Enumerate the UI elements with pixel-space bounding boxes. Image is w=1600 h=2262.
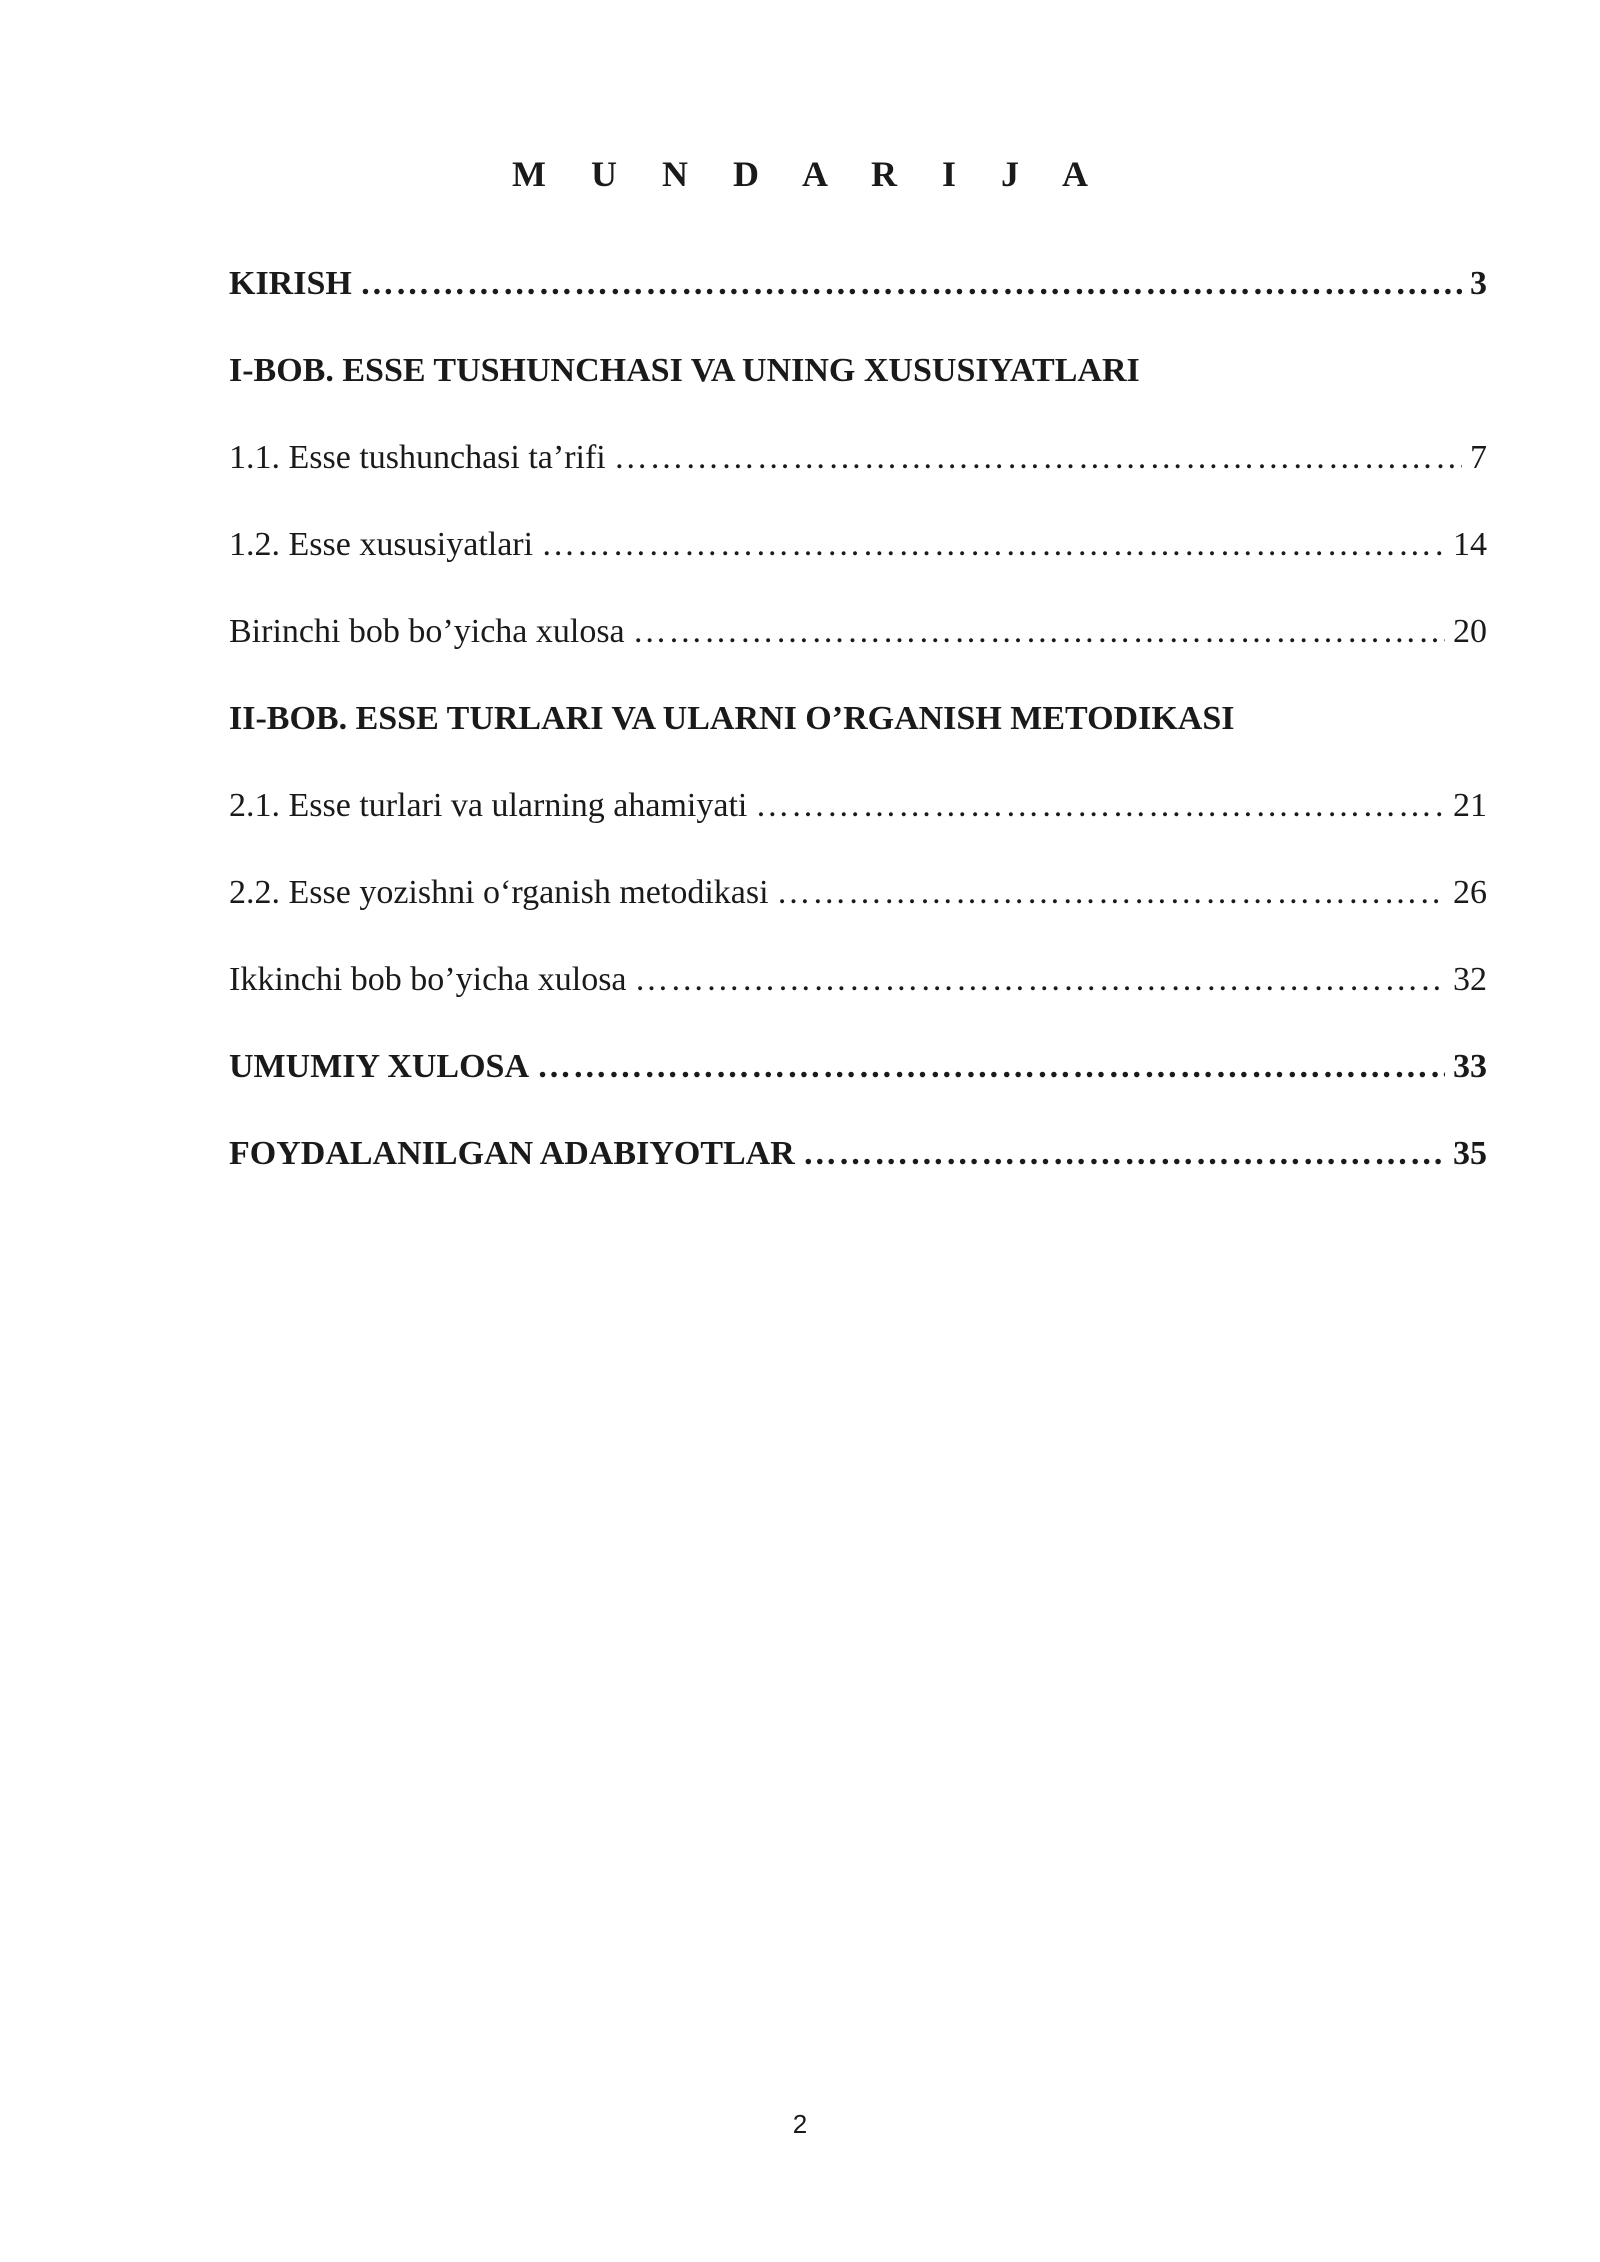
toc-entry-page: 3 xyxy=(1470,264,1487,302)
toc-title: M U N D A R I J A xyxy=(511,154,1107,194)
toc-entry-label: FOYDALANILGAN ADABIYOTLAR xyxy=(229,1134,795,1172)
toc-entry-label: II-BOB. ESSE TURLARI VA ULARNI O’RGANISH METODIKASI xyxy=(229,699,1235,737)
toc-entry-label: 2.2. Esse yozishni o‘rganish metodikasi xyxy=(229,873,769,911)
toc-entry-label: Birinchi bob bo’yicha xulosa xyxy=(229,612,625,650)
toc-chapter-1-heading[interactable] xyxy=(229,327,1487,414)
table-of-contents xyxy=(229,240,1487,1197)
toc-entry-label: 1.2. Esse xususiyatlari xyxy=(229,525,534,563)
toc-dot-leader xyxy=(541,525,1445,565)
toc-entry-page: 7 xyxy=(1470,438,1487,476)
toc-entry-chapter-1-conclusion[interactable] xyxy=(229,588,1487,675)
toc-entry-page: 35 xyxy=(1453,1134,1487,1172)
toc-dot-leader xyxy=(755,786,1445,826)
toc-entry-page: 14 xyxy=(1453,525,1487,563)
toc-entry-kirish[interactable] xyxy=(229,240,1487,327)
toc-entry-page: 20 xyxy=(1453,612,1487,650)
toc-entry-page: 26 xyxy=(1453,873,1487,911)
page-number: 2 xyxy=(792,2109,808,2139)
toc-dot-leader xyxy=(537,1047,1445,1087)
toc-entry-label: 2.1. Esse turlari va ularning ahamiyati xyxy=(229,786,748,824)
toc-entry-1-1[interactable] xyxy=(229,414,1487,501)
toc-dot-leader xyxy=(803,1134,1445,1174)
toc-entry-label: UMUMIY XULOSA xyxy=(229,1047,530,1085)
toc-dot-leader xyxy=(633,612,1445,652)
toc-entry-page: 21 xyxy=(1453,786,1487,824)
toc-dot-leader xyxy=(614,438,1462,478)
toc-chapter-2-heading[interactable] xyxy=(229,675,1487,762)
toc-entry-label: Ikkinchi bob bo’yicha xulosa xyxy=(229,960,627,998)
toc-entry-page: 32 xyxy=(1453,960,1487,998)
toc-entry-chapter-2-conclusion[interactable] xyxy=(229,936,1487,1023)
toc-entry-references[interactable] xyxy=(229,1110,1487,1197)
toc-entry-general-conclusion[interactable] xyxy=(229,1023,1487,1110)
toc-dot-leader xyxy=(360,264,1462,304)
toc-entry-page: 33 xyxy=(1453,1047,1487,1085)
toc-entry-2-1[interactable] xyxy=(229,762,1487,849)
toc-dot-leader xyxy=(777,873,1445,913)
toc-entry-label: 1.1. Esse tushunchasi ta’rifi xyxy=(229,438,606,476)
toc-entry-label: I-BOB. ESSE TUSHUNCHASI VA UNING XUSUSIYATLARI xyxy=(229,351,1140,389)
toc-entry-label: KIRISH xyxy=(229,264,352,302)
toc-entry-1-2[interactable] xyxy=(229,501,1487,588)
toc-entry-2-2[interactable] xyxy=(229,849,1487,936)
toc-dot-leader xyxy=(635,960,1445,1000)
